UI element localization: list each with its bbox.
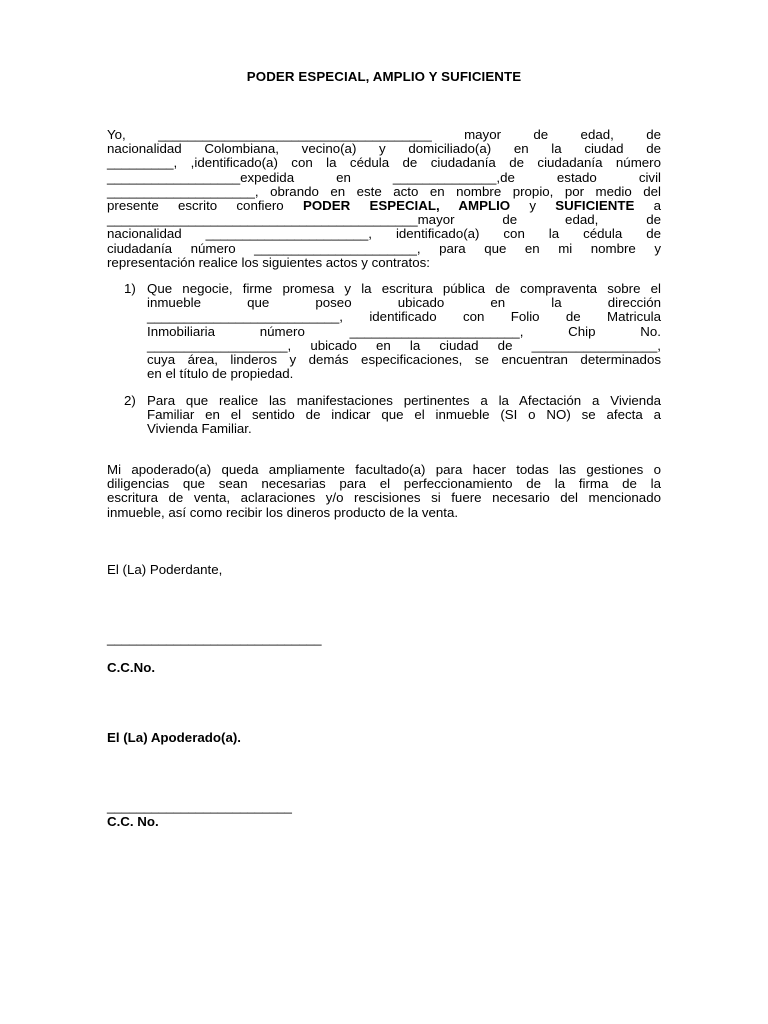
list-item-number: 1) (124, 281, 136, 296)
list-item-text (147, 282, 661, 381)
item-line: Que negocie, firme promesa y la escritura pública de compraventa sobre el (147, 281, 661, 296)
poderdante-signature-line: _____________________________ (107, 631, 322, 646)
powers-line: escritura de venta, aclaraciones y/o rescisiones si fuere necesario del mencionado (107, 490, 661, 506)
item-line: ___________________, ubicado en la ciudad de _________________, (147, 337, 661, 353)
list-item-number: 2) (124, 393, 136, 408)
powers-line: diligencias que sean necesarias para el perfeccionamiento de la firma de la (107, 476, 661, 492)
document-title: PODER ESPECIAL, AMPLIO Y SUFICIENTE (246, 69, 522, 84)
item-line: __________________________, identificado con Folio de Matricula (147, 309, 661, 325)
intro-paragraph (107, 128, 661, 270)
poderdante-cc-label: C.C.No. (107, 660, 156, 675)
intro-line-grant (107, 199, 661, 213)
intro-line: __________________expedida en ______________,de estado civil (107, 169, 661, 185)
item-line: inmueble que poseo ubicado en la dirección (147, 295, 661, 311)
intro-line: representación realice los siguientes actos y contratos: (107, 254, 430, 270)
apoderado-cc-label: C.C. No. (107, 814, 159, 829)
powers-line: inmueble, así como recibir los dineros producto de la venta. (107, 504, 459, 520)
grant-bold-2: SUFICIENTE (555, 198, 635, 214)
grant-text-post: a (634, 198, 661, 214)
intro-line: ____________________, obrando en este acto en nombre propio, por medio del (107, 183, 661, 199)
item-line: Para que realice las manifestaciones pertinentes a la Afectación a Vivienda (147, 393, 661, 408)
grant-bold-1: PODER ESPECIAL, AMPLIO (302, 198, 511, 214)
list-item-1 (124, 282, 661, 381)
powers-paragraph (107, 463, 661, 520)
grant-text-mid: y (510, 198, 556, 214)
intro-line: __________________________________________mayor de edad, de (107, 212, 661, 228)
apoderado-signature-line: _________________________ (107, 799, 292, 814)
apoderado-label: El (La) Apoderado(a). (107, 730, 241, 745)
intro-line: nacionalidad ______________________, identificado(a) con la cédula de (107, 226, 661, 242)
item-line: en el título de propiedad. (147, 366, 294, 382)
list-item-text (147, 394, 661, 437)
grant-text-pre: presente escrito confiero (107, 198, 303, 214)
powers-line: Mi apoderado(a) queda ampliamente facultado(a) para hacer todas las gestiones o (107, 462, 661, 477)
intro-line: Yo, _____________________________________ mayor de edad, de (107, 127, 661, 142)
item-line: Familiar en el sentido de indicar que el inmueble (SI o NO) se afecta a (147, 407, 661, 423)
intro-line: _________, ,identificado(a) con la cédula de ciudadanía de ciudadanía número (107, 155, 661, 171)
item-line: Vivienda Familiar. (147, 421, 252, 437)
list-item-2 (124, 394, 661, 437)
poderdante-label: El (La) Poderdante, (107, 562, 223, 577)
intro-line: ciudadanía número ______________________, para que en mi nombre y (107, 240, 661, 256)
intro-line: nacionalidad Colombiana, vecino(a) y domiciliado(a) en la ciudad de (107, 141, 661, 157)
item-line: cuya área, linderos y demás especificaciones, se encuentran determinados (147, 352, 661, 368)
item-line: Inmobiliaria número _______________________, Chip No. (147, 323, 661, 339)
